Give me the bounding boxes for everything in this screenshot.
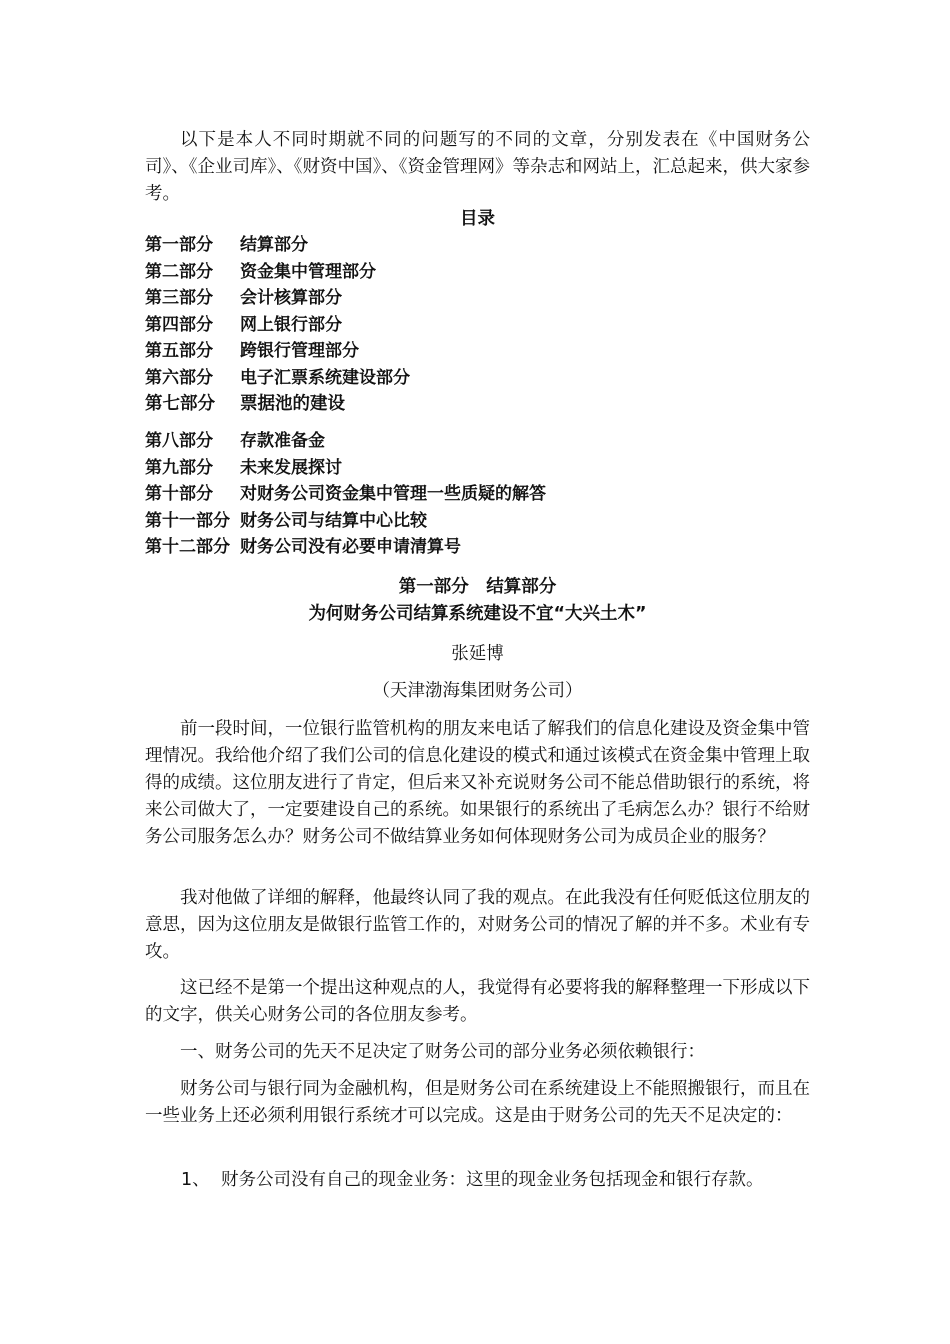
toc-item-number: 第二部分 <box>145 261 213 282</box>
toc-item-label: 资金集中管理部分 <box>240 261 376 282</box>
list-item-text: 财务公司没有自己的现金业务：这里的现金业务包括现金和银行存款。 <box>221 1170 764 1190</box>
toc-item-number: 第九部分 <box>145 457 213 478</box>
toc-item <box>145 455 810 482</box>
body-paragraph: 前一段时间，一位银行监管机构的朋友来电话了解我们的信息化建设及资金集中管理情况。我给他介绍了我们公司的信息化建设的模式和通过该模式在资金集中管理上取得的成绩。这位朋友进行了肯定，但后来又补充说财务公司不能总借助银行的系统，将来公司做大了，一定要建设自己的系统。如果银行的系统出了毛病怎么办？银行不给财务公司服务怎么办？财务公司不做结算业务如何体现财务公司为成员企业的服务？ <box>145 719 810 847</box>
toc-item <box>145 232 810 259</box>
toc-item-number: 第十一部分 <box>145 510 230 531</box>
article-affiliation: （天津渤海集团财务公司） <box>372 681 583 701</box>
section-heading: 第一部分 结算部分 <box>398 577 557 597</box>
toc-item-label: 财务公司与结算中心比较 <box>240 510 427 531</box>
toc-item-label: 结算部分 <box>240 235 308 255</box>
toc-item-label: 跨银行管理部分 <box>240 341 359 361</box>
toc-list <box>145 232 810 418</box>
body-paragraph: 财务公司与银行同为金融机构，但是财务公司在系统建设上不能照搬银行，而且在一些业务上还必须利用银行系统才可以完成。这是由于财务公司的先天不足决定的： <box>145 1079 810 1126</box>
toc-item-number: 第四部分 <box>145 314 213 335</box>
toc-list-continued <box>145 428 810 561</box>
toc-item-label: 会计核算部分 <box>240 288 342 308</box>
toc-item-label: 未来发展探讨 <box>240 457 342 478</box>
toc-item-number: 第六部分 <box>145 367 213 388</box>
toc-item <box>145 259 810 286</box>
numbered-list-item <box>145 1167 810 1194</box>
intro-paragraph: 以下是本人不同时期就不同的问题写的不同的文章，分别发表在《中国财务公司》、《企业司库》、《财资中国》、《资金管理网》等杂志和网站上，汇总起来，供大家参考。 <box>145 130 810 204</box>
body-paragraph: 这已经不是第一个提出这种观点的人，我觉得有必要将我的解释整理一下形成以下的文字，供关心财务公司的各位朋友参考。 <box>145 978 810 1025</box>
toc-item-number: 第一部分 <box>145 235 213 255</box>
article-title: 为何财务公司结算系统建设不宜“大兴土木” <box>308 604 647 624</box>
toc-item <box>145 312 810 339</box>
toc-item <box>145 534 810 561</box>
toc-item-label: 票据池的建设 <box>240 394 345 414</box>
body-paragraph: 我对他做了详细的解释，他最终认同了我的观点。在此我没有任何贬低这位朋友的意思，因为这位朋友是做银行监管工作的，对财务公司的情况了解的并不多。术业有专攻。 <box>145 888 810 962</box>
toc-item-number: 第七部分 <box>145 394 215 414</box>
toc-item <box>145 338 810 365</box>
toc-item-label: 财务公司没有必要申请清算号 <box>240 537 461 557</box>
toc-item <box>145 285 810 312</box>
toc-item <box>145 508 810 535</box>
article-author: 张延博 <box>451 644 504 664</box>
toc-item <box>145 481 810 508</box>
toc-item-number: 第十二部分 <box>145 537 230 557</box>
toc-item <box>145 391 810 418</box>
toc-item-number: 第三部分 <box>145 288 213 308</box>
toc-item <box>145 365 810 392</box>
list-item-number: 1、 <box>181 1170 210 1190</box>
toc-item-number: 第五部分 <box>145 341 213 361</box>
toc-item-number: 第十部分 <box>145 484 213 504</box>
toc-item-label: 电子汇票系统建设部分 <box>240 367 410 388</box>
toc-item-label: 对财务公司资金集中管理一些质疑的解答 <box>240 484 546 504</box>
toc-item-number: 第八部分 <box>145 431 213 451</box>
toc-item-label: 存款准备金 <box>240 431 325 451</box>
toc-item <box>145 428 810 455</box>
toc-item-label: 网上银行部分 <box>240 314 342 335</box>
section-subheading: 一、财务公司的先天不足决定了财务公司的部分业务必须依赖银行： <box>180 1042 705 1062</box>
toc-title: 目录 <box>460 209 495 229</box>
